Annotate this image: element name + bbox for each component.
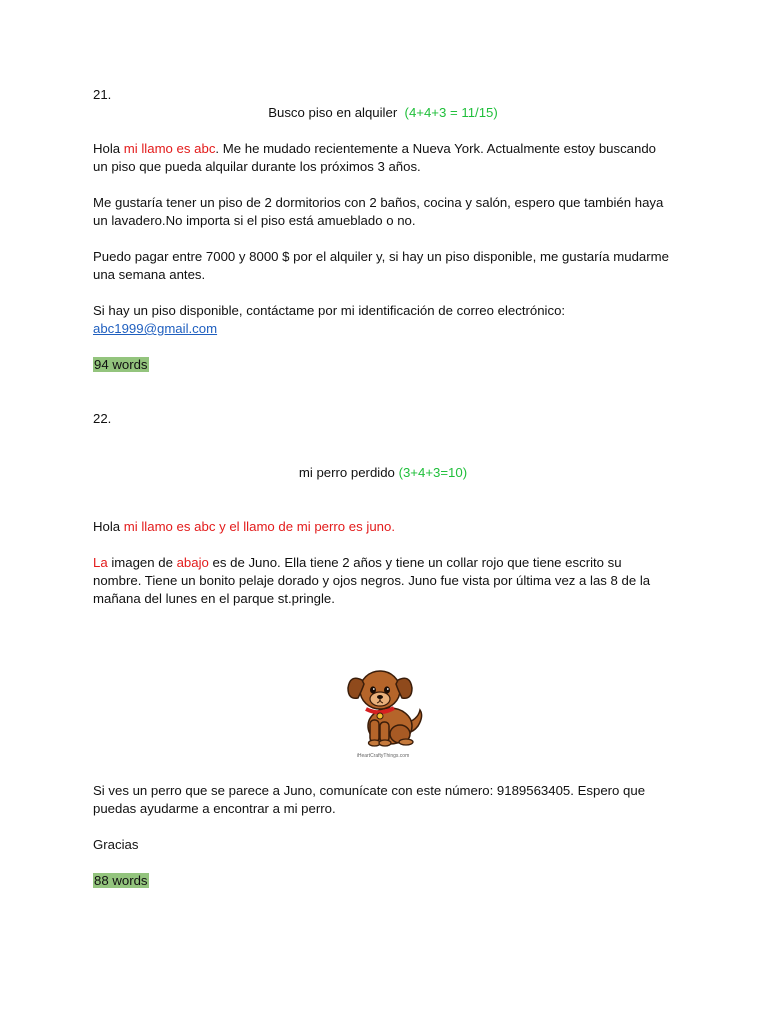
- item-21-title: Busco piso en alquiler: [268, 105, 398, 120]
- item-21-word-count: 94 words: [94, 357, 148, 372]
- item-22-score: (3+4+3=10): [398, 465, 468, 480]
- item-21-paragraph-4: Si hay un piso disponible, contáctame por mi identificación de correo electrónico:: [93, 303, 566, 318]
- item-21-title-line: [93, 104, 673, 122]
- item-21-paragraph-1: [93, 140, 673, 176]
- item-21-p1-pre: Hola: [93, 141, 124, 156]
- item-22-p2-t2: es de Juno. Ella tiene 2 años y tiene un collar rojo que tiene escrito su nombre. Tiene un bonito pelaje dorado y ojos negros. Juno fue vista por última vez a las 8 de la mañana del lunes en el parque st.pringle.: [93, 555, 654, 606]
- dog-icon: [338, 654, 428, 750]
- item-22-paragraph-3: Si ves un perro que se parece a Juno, comunícate con este número: 9189563405. Espero que puedas ayudarme a encontrar a mi perro.: [93, 783, 649, 816]
- item-21-p1-post: . Me he mudado recientemente a Nueva York. Actualmente estoy buscando un piso que pueda alquilar durante los próximos 3 años.: [93, 141, 660, 174]
- item-22-number: 22.: [93, 411, 112, 426]
- item-21-paragraph-2: Me gustaría tener un piso de 2 dormitorios con 2 baños, cocina y salón, espero que también haya un lavadero.No importa si el piso está amueblado o no.: [93, 195, 668, 228]
- dog-image: [93, 654, 673, 760]
- image-credit: iHeartCraftyThings.com: [356, 753, 410, 759]
- document-page: [93, 86, 673, 890]
- item-21-number: 21.: [93, 87, 112, 102]
- item-22-paragraph-4: Gracias: [93, 837, 139, 852]
- item-21-p1-red: mi llamo es abc: [123, 141, 216, 156]
- item-22-p2-red1: La: [93, 555, 108, 570]
- email-link[interactable]: abc1999@gmail.com: [93, 321, 218, 336]
- item-22-paragraph-1: [93, 518, 673, 536]
- item-22-paragraph-2: [93, 554, 673, 608]
- item-22-p1-red: mi llamo es abc y el llamo de mi perro es juno.: [123, 519, 395, 534]
- item-22-word-count-line: [93, 872, 673, 890]
- item-21-email-line: [93, 320, 673, 338]
- item-22-p2-red2: abajo: [176, 555, 209, 570]
- item-22-title: mi perro perdido: [298, 465, 395, 480]
- item-21-paragraph-3: Puedo pagar entre 7000 y 8000 $ por el alquiler y, si hay un piso disponible, me gustaría mudarme una semana antes.: [93, 249, 673, 282]
- item-22-p1-pre: Hola: [93, 519, 124, 534]
- item-22-p2-t1: imagen de: [107, 555, 177, 570]
- item-21-score: (4+4+3 = 11/15): [404, 105, 498, 120]
- item-21-word-count-line: [93, 356, 673, 374]
- item-22-title-line: [93, 464, 673, 482]
- item-22-word-count: 88 words: [94, 873, 148, 888]
